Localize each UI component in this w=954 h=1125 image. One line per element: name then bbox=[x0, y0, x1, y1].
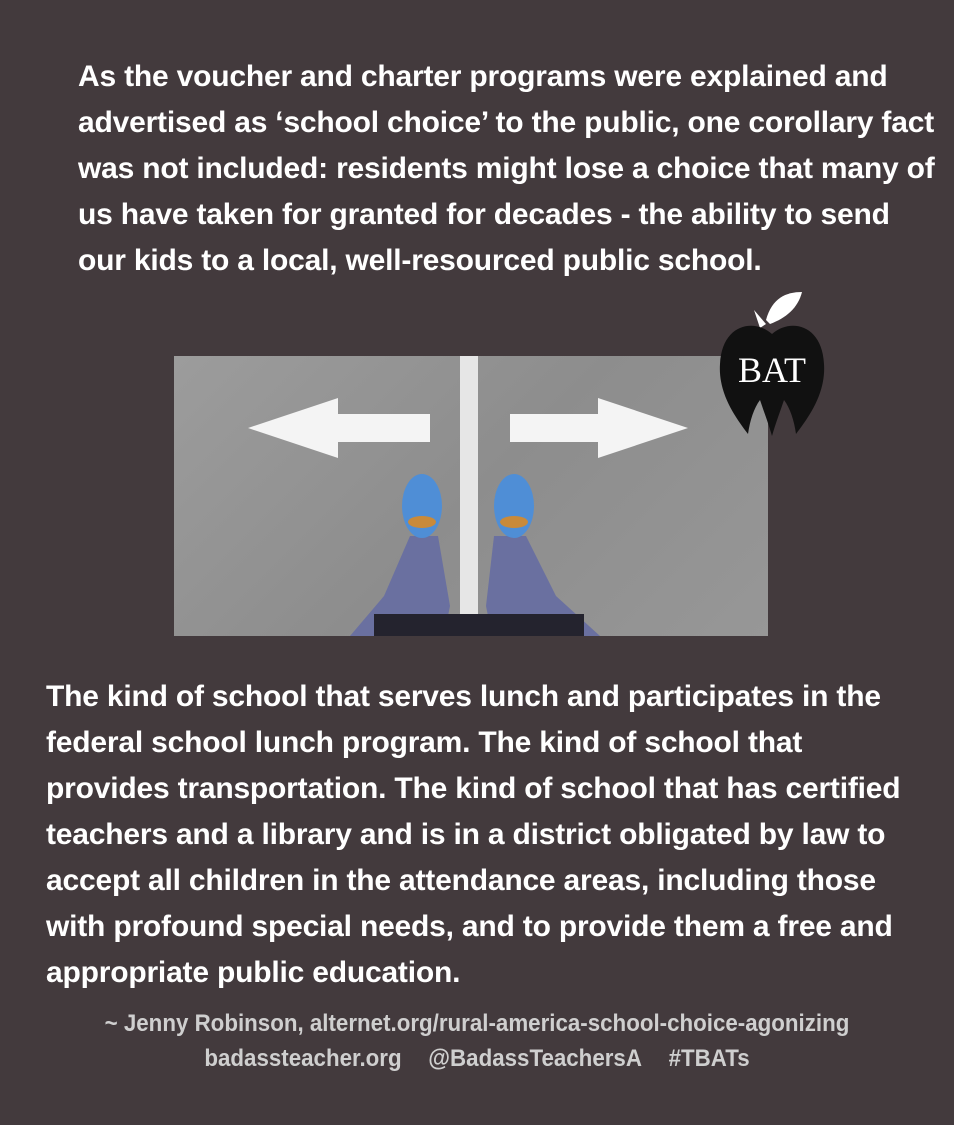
right-laces bbox=[500, 516, 528, 528]
website-link[interactable]: badassteacher.org bbox=[204, 1045, 402, 1072]
choice-photo bbox=[174, 356, 768, 636]
social-links bbox=[33, 1045, 920, 1073]
intro-paragraph: As the voucher and charter programs were explained and advertised as ‘school choice’ to the public, one corollary fact was not included: residents might lose a choice that many of us have taken for granted for decades - the ability to send our kids to a local, well-resourced public school. bbox=[78, 60, 935, 277]
bat-logo-icon bbox=[714, 288, 830, 438]
hashtag[interactable]: #TBATs bbox=[668, 1045, 750, 1072]
left-arrow-icon bbox=[248, 398, 430, 458]
attribution-line: ~ Jenny Robinson, alternet.org/rural-america-school-choice-agonizing bbox=[104, 1010, 850, 1037]
body-paragraph: The kind of school that serves lunch and participates in the federal school lunch program. The kind of school that provides transportation. The kind of school that has certified teachers and a library and is in a district obligated by law to accept all children in the attendance areas, including those with profound special needs, and to provide them a free and appropriate public education. bbox=[46, 680, 901, 989]
right-arrow-icon bbox=[510, 398, 688, 458]
left-laces bbox=[408, 516, 436, 528]
left-shoe bbox=[402, 474, 442, 538]
right-shoe bbox=[494, 474, 534, 538]
logo-text: BAT bbox=[737, 350, 807, 390]
center-line bbox=[460, 356, 478, 636]
bat-logo bbox=[714, 288, 830, 438]
twitter-handle[interactable]: @BadassTeachersA bbox=[428, 1045, 642, 1072]
photo-illustration bbox=[174, 356, 768, 636]
shadow bbox=[374, 614, 584, 636]
